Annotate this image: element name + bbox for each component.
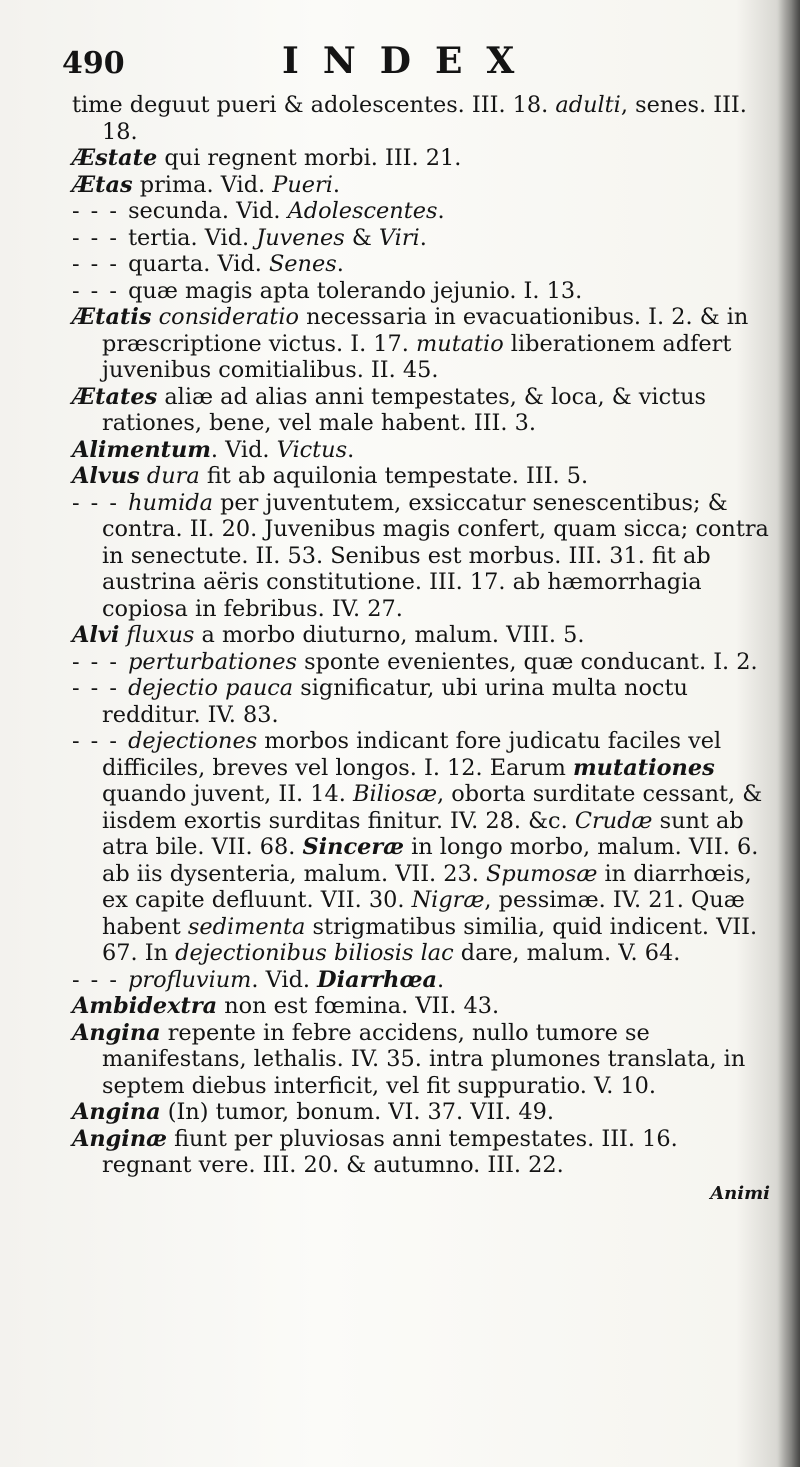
entry-dash: - - -: [72, 489, 129, 516]
entry-text: .: [347, 436, 355, 463]
index-entry: [72, 198, 774, 225]
entry-text: Nigræ: [411, 887, 485, 913]
entry-text: Diarrhœa: [317, 966, 437, 993]
index-entry: [72, 251, 774, 278]
entry-text: significatur, ubi urina multa noctu redditur. IV. 83.: [102, 675, 688, 728]
entry-text: strigmatibus similia, quid indicent. VII. 67. In: [102, 913, 758, 966]
entry-lemma: Angina: [72, 1099, 161, 1125]
entry-lemma: Anginæ: [72, 1125, 167, 1152]
index-entry: [72, 278, 774, 305]
entry-text: Spumosæ: [486, 860, 598, 887]
index-entry: [72, 490, 774, 623]
entry-text: humida: [128, 489, 213, 516]
entry-text: non est fœmina. VII. 43.: [217, 993, 500, 1019]
entry-text: dejectionibus biliosis lac: [175, 940, 454, 966]
entry-text: , senes. III. 18.: [102, 92, 747, 145]
entry-text: repente in febre accidens, nullo tumore se manifestans, lethalis. IV. 35. intra plumones translata, in septem diebus interficit, vel fit suppuratio. V. 10.: [102, 1019, 746, 1099]
entry-lemma: Alvi: [72, 622, 120, 648]
entry-text: [140, 463, 147, 489]
entry-text: necessaria in evacuationibus. I. 2. & in præscriptione victus. I. 17.: [102, 304, 749, 357]
entry-text: .: [436, 966, 445, 993]
entry-dash: - - -: [72, 728, 129, 754]
entry-text: , oborta surditate cessant, & iisdem exortis surditas finitur. IV. 28. &c.: [102, 781, 763, 834]
index-entry: [72, 649, 774, 676]
entry-text: dare, malum. V. 64.: [453, 940, 681, 966]
entry-text: secunda. Vid.: [128, 198, 288, 224]
entry-text: fiunt per pluviosas anni tempestates. III. 16. regnant vere. III. 20. & autumno. III. 22.: [102, 1125, 678, 1178]
index-entry: [72, 1099, 774, 1126]
index-entry: [72, 437, 774, 464]
entry-lemma: Ætas: [72, 171, 133, 198]
entry-text: Sinceræ: [302, 834, 404, 860]
entry-lemma: Ætatis: [72, 304, 152, 330]
page-edge-shadow: [778, 0, 800, 1467]
entry-text: in longo morbo, malum. VII. 6. ab iis dysenteria, malum. VII. 23.: [102, 834, 759, 887]
entry-text: profluvium: [128, 966, 252, 993]
entry-text: sedimenta: [187, 913, 306, 940]
index-entry: [72, 172, 774, 199]
entry-text: sponte evenientes, quæ conducant. I. 2.: [296, 648, 758, 675]
entry-lemma: Alvus: [72, 463, 140, 489]
entry-text: .: [336, 251, 344, 277]
entry-text: Juvenes: [256, 224, 345, 251]
index-entry: [72, 675, 774, 728]
entry-text: (In) tumor, bonum. VI. 37. VII. 49.: [160, 1099, 554, 1125]
entry-text: &: [344, 224, 379, 251]
entry-lemma: Ætates: [72, 383, 158, 410]
entry-text: Viri: [378, 224, 420, 251]
entry-text: quæ magis apta tolerando jejunio. I. 13.: [128, 277, 583, 304]
entry-text: Adolescentes: [287, 198, 438, 224]
entry-dash: - - -: [72, 648, 129, 675]
entry-text: mutationes: [572, 754, 715, 781]
entry-lemma: Alimentum: [72, 436, 211, 463]
entry-text: , pessimæ. IV. 21. Quæ habent: [102, 887, 745, 940]
entry-text: .: [332, 171, 340, 198]
index-entry: [72, 1020, 774, 1100]
page-number: 490: [62, 46, 125, 81]
index-entry: [72, 304, 774, 384]
entry-text: liberationem adfert juvenibus comitialibus. II. 45.: [102, 330, 732, 383]
entry-text: aliæ ad alias anni tempestates, & loca, & victus rationes, bene, vel male habent. III. 3.: [102, 383, 707, 436]
entry-text: morbos indicant fore judicatu faciles vel difficiles, breves vel longos. I. 12. Earum: [102, 728, 722, 781]
entry-text: fit ab aquilonia tempestate. III. 5.: [199, 463, 589, 489]
entry-lemma: Æstate: [72, 145, 158, 171]
entry-text: mutatio: [416, 330, 504, 357]
entry-text: Biliosæ: [353, 781, 437, 807]
entry-text: quarta. Vid.: [128, 251, 269, 277]
entry-text: . Vid.: [210, 436, 277, 463]
entry-text: perturbationes: [128, 648, 297, 675]
entry-dash: - - -: [72, 251, 129, 277]
entry-lemma: Ambidextra: [72, 993, 218, 1019]
catchword: Animi: [710, 1182, 770, 1204]
entry-text: per juventutem, exsiccatur senescentibus; & contra. II. 20. Juvenibus magis confert, quam sicca; contra in senectute. II. 53. Senibus est morbus. III. 31. fit ab austrina aëris constitutione. III. 17. ab hæmorrhagia copiosa in febribus. IV. 27.: [102, 489, 769, 622]
entry-text: time deguut pueri & adolescentes. III. 18.: [72, 92, 556, 118]
entry-text: dura: [146, 463, 200, 489]
index-entry: [72, 384, 774, 437]
index-entry: [72, 1126, 774, 1179]
entry-dash: - - -: [72, 675, 129, 701]
entry-text: qui regnent morbi. III. 21.: [157, 145, 462, 171]
entry-text: [119, 622, 126, 648]
entry-text: .: [437, 198, 445, 224]
entry-dash: - - -: [72, 198, 129, 224]
entry-lemma: Angina: [72, 1019, 161, 1046]
entry-text: in diarrhœis, ex capite defluunt. VII. 30.: [102, 860, 752, 913]
entry-text: a morbo diuturno, malum. VIII. 5.: [194, 622, 585, 648]
entry-text: Pueri: [272, 171, 333, 198]
entry-dash: - - -: [72, 224, 129, 251]
entry-text: .: [419, 224, 427, 251]
entry-text: sunt ab atra bile. VII. 68.: [102, 807, 744, 860]
index-entry: [72, 463, 774, 490]
entry-text: dejectiones: [128, 728, 258, 754]
index-entry: [72, 622, 774, 649]
running-head: INDEX: [282, 40, 539, 82]
index-entry: [72, 993, 774, 1020]
entry-text: Senes: [268, 251, 337, 277]
index-entry: [72, 225, 774, 252]
entry-text: prima. Vid.: [132, 171, 273, 198]
entry-text: [151, 304, 158, 330]
entry-text: Crudæ: [574, 807, 653, 834]
entry-text: dejectio pauca: [128, 675, 294, 701]
index-entry: [72, 92, 774, 145]
entry-text: adulti: [555, 92, 621, 118]
entry-text: fluxus: [126, 622, 195, 648]
entry-text: tertia. Vid.: [128, 224, 257, 251]
entry-text: quando juvent, II. 14.: [102, 781, 354, 807]
entry-text: Victus: [276, 436, 348, 463]
page-header: [62, 40, 702, 90]
entry-text: consideratio: [158, 304, 299, 330]
entry-dash: - - -: [72, 277, 129, 304]
index-entry: [72, 967, 774, 994]
entry-text: . Vid.: [251, 966, 318, 993]
index-entry: [72, 728, 774, 967]
entry-dash: - - -: [72, 966, 129, 993]
index-entry: [72, 145, 774, 172]
index-entries: [72, 92, 774, 1207]
